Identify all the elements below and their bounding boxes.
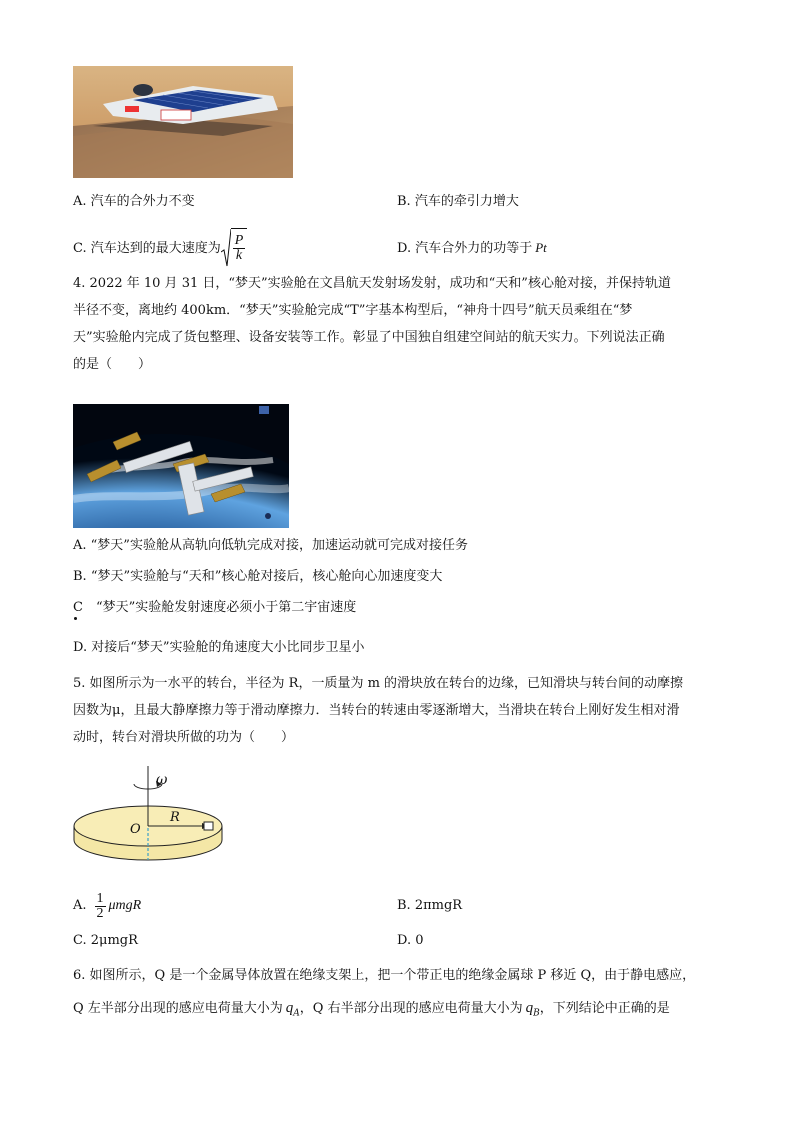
q3-option-a[interactable]: A. 汽车的合外力不变 [73,194,195,209]
sqrt-expression: $\frac{P}{k}$ [221,228,248,269]
dot-mark [74,617,77,620]
q6-stem-line-2: Q 左半部分出现的感应电荷量大小为 $q_A$，Q 右半部分出现的感应电荷量大小为 $q_B$，下列结论中正确的是 [73,1000,670,1019]
center-label: O [130,822,141,837]
q5-option-c[interactable]: C. 2μmgR [73,933,138,948]
q4-option-c[interactable]: C “梦天”实验舱发射速度必须小于第二宇宙速度 [73,600,357,615]
q4-option-a[interactable]: A. “梦天”实验舱从高轨向低轨完成对接，加速运动就可完成对接任务 [73,538,468,553]
q5-stem-line-2: 因数为μ，且最大静摩擦力等于滑动摩擦力．当转台的转速由零逐渐增大，当滑块在转台上刚好发生相对滑 [73,703,680,718]
radius-label: R [170,810,180,825]
q4-stem-line-4: 的是（ ） [73,357,152,372]
space-station-photo [73,404,289,528]
q6-stem-line-1: 6. 如图所示，Q 是一个金属导体放置在绝缘支架上，把一个带正电的绝缘金属球 P 移近 Q，由于静电感应， [73,968,696,983]
q4-stem-line-1: 4. 2022 年 10 月 31 日，“梦天”实验舱在文昌航天发射场发射，成功和“天和”核心舱对接，并保持轨道 [73,276,671,291]
q4-option-b[interactable]: B. “梦天”实验舱与“天和”核心舱对接后，核心舱向心加速度变大 [73,569,443,584]
q3-option-b[interactable]: B. 汽车的牵引力增大 [397,194,519,209]
q4-stem-line-3: 天”实验舱内完成了货包整理、设备安装等工作。彰显了中国独自组建空间站的航天实力。下列说法正确 [73,330,665,345]
q3-option-c[interactable]: C. 汽车达到的最大速度为 $\frac{P}{k}$ [73,228,247,269]
omega-label: ω [156,772,168,788]
q5-option-b[interactable]: B. 2πmgR [397,898,463,913]
turntable-figure [70,762,230,866]
q3-option-d[interactable]: D. 汽车合外力的功等于 Pt [397,240,547,256]
q4-option-d[interactable]: D. 对接后“梦天”实验舱的角速度大小比同步卫星小 [73,640,365,655]
q5-stem-line-3: 动时，转台对滑块所做的功为（ ） [73,730,295,745]
q5-option-a[interactable]: A. $\frac{1}{2}$ μmgR [73,890,142,921]
q5-stem-line-1: 5. 如图所示为一水平的转台，半径为 R，一质量为 m 的滑块放在转台的边缘，已知滑块与转台间的动摩擦 [73,676,684,691]
fraction: $\frac{1}{2}$ [96,890,104,921]
solar-car-photo [73,66,293,178]
q5-option-d[interactable]: D. 0 [397,933,424,948]
q4-stem-line-2: 半径不变，离地约 400km．“梦天”实验舱完成“T”字基本构型后，“神舟十四号”航天员乘组在“梦 [73,303,633,318]
